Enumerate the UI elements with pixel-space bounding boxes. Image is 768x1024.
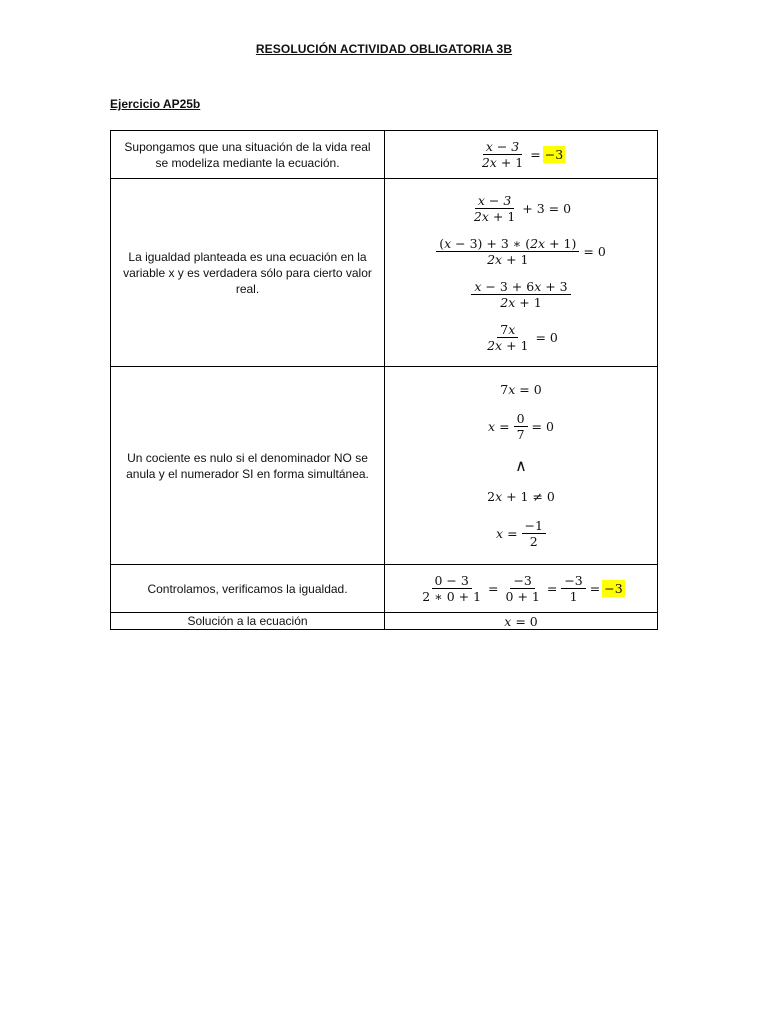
math-line: 2x + 1 ≠ 0: [487, 489, 555, 504]
step-math: [385, 367, 658, 565]
math-line: $\frac{x - 3}{2x + 1}$ + 3 = 0: [473, 192, 572, 224]
math-line: $\frac{0 - 3}{2 ∗ 0 + 1}$ = $\frac{-3}{0 + 1}$ = $\frac{-3}{1}$ = −3: [422, 573, 623, 604]
solution-value: x = 0: [504, 613, 538, 629]
math-line: 7x = 0: [500, 382, 542, 397]
step-math: [385, 131, 658, 179]
highlighted-result: −3: [544, 147, 564, 162]
step-description: Controlamos, verificamos la igualdad.: [111, 565, 385, 613]
math-line: x = $\frac{0}{7}$ = 0: [488, 411, 554, 442]
document-title: RESOLUCIÓN ACTIVIDAD OBLIGATORIA 3B: [255, 42, 513, 56]
table-row: [111, 367, 658, 565]
math-line: $\frac{x - 3}{2x + 1}$ = −3: [481, 139, 564, 170]
table-row: [111, 131, 658, 179]
step-math: [385, 179, 658, 367]
step-description: La igualdad planteada es una ecuación en la variable x y es verdadera sólo para cierto valor real.: [111, 179, 385, 367]
math-line: $\frac{x - 3 + 6x + 3}{2x + 1}$: [391, 279, 651, 310]
step-description: Solución a la ecuación: [111, 613, 385, 630]
resolution-table: [110, 130, 658, 630]
step-description: Supongamos que una situación de la vida real se modeliza mediante la ecuación.: [111, 131, 385, 179]
table-row: [111, 613, 658, 630]
logical-and-symbol: ∧: [515, 456, 527, 475]
step-description: Un cociente es nulo si el denominador NO se anula y el numerador SI en forma simultánea.: [111, 367, 385, 565]
exercise-heading: Ejercicio AP25b: [110, 97, 201, 111]
math-line: $\frac{7x}{2x + 1}$ = 0: [487, 321, 558, 353]
highlighted-result: −3: [604, 581, 623, 596]
step-math: [385, 613, 658, 630]
math-line: x = $\frac{-1}{2}$: [391, 518, 651, 549]
math-line: $\frac{(x - 3) + 3 ∗ (2x + 1)}{2x + 1}$ = 0: [391, 236, 651, 267]
step-math: [385, 565, 658, 613]
table-row: [111, 179, 658, 367]
table-row: [111, 565, 658, 613]
